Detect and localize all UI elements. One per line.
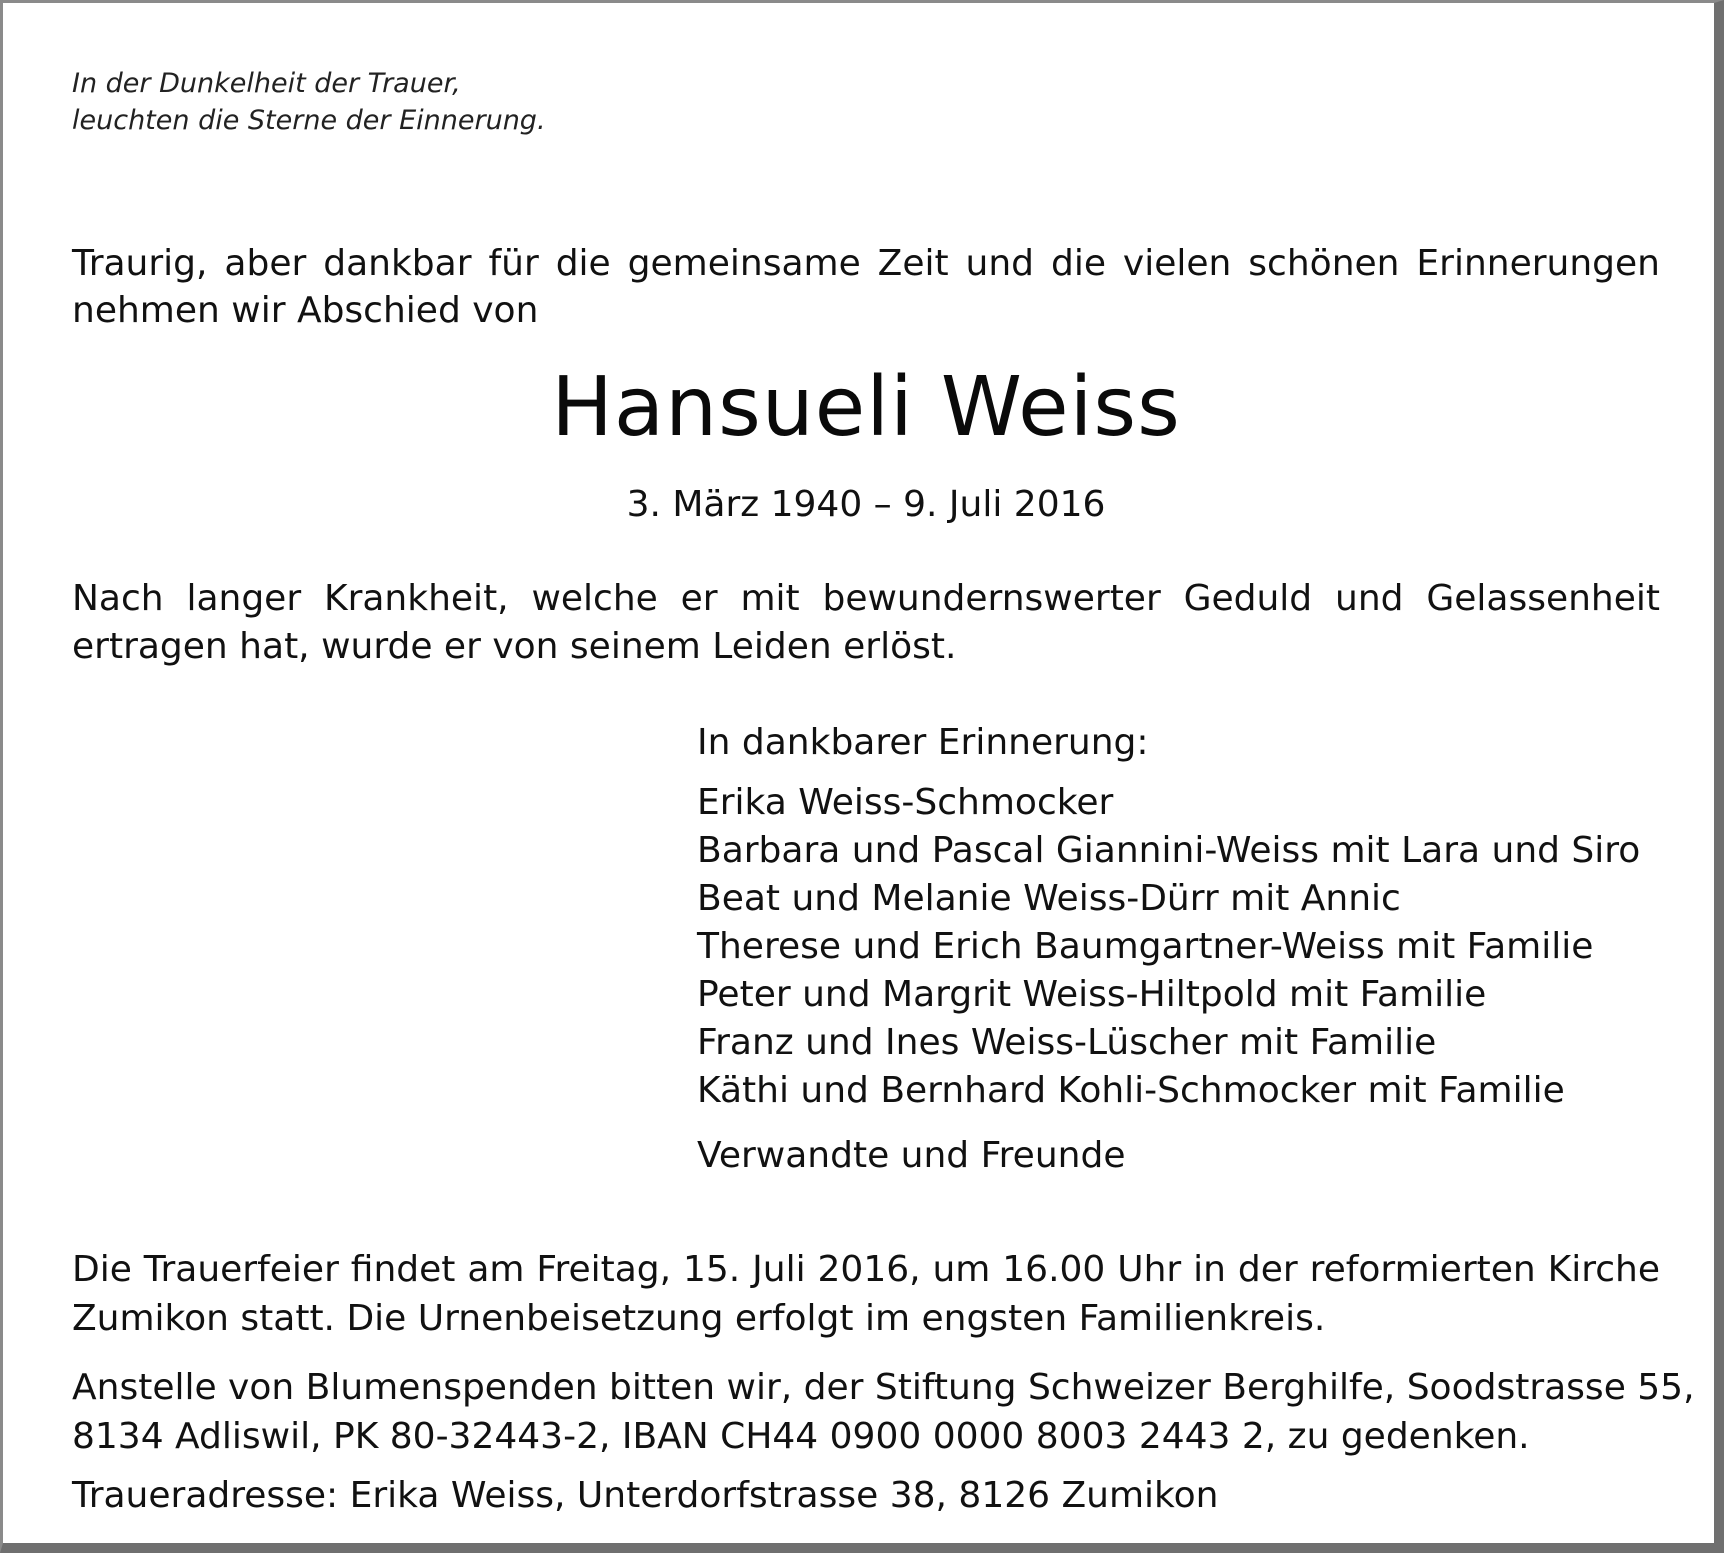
motto-quote bbox=[72, 65, 546, 139]
mourners-footer: Verwandte und Freunde bbox=[697, 1135, 1126, 1176]
service-info bbox=[72, 1235, 1695, 1520]
donation-line-2: 8134 Adliswil, PK 80-32443-2, IBAN CH44 0900 0000 8003 2443 2, zu gedenken. bbox=[72, 1416, 1530, 1457]
mourners-heading: In dankbarer Erinnerung: bbox=[697, 722, 1149, 763]
illness-line-2: ertragen hat, wurde er von seinem Leiden erlöst. bbox=[72, 626, 957, 667]
illness-paragraph bbox=[72, 575, 1660, 671]
donation-line-1: Anstelle von Blumenspenden bitten wir, der Stiftung Schweizer Berghilfe, Soodstrasse 55, bbox=[72, 1367, 1695, 1408]
mourner-name: Franz und Ines Weiss-Lüscher mit Familie bbox=[697, 1022, 1437, 1063]
mourner-name: Barbara und Pascal Giannini-Weiss mit Lara und Siro bbox=[697, 830, 1641, 871]
ceremony-line-1: Die Trauerfeier findet am Freitag, 15. Juli 2016, um 16.00 Uhr in der reformierten Kirche bbox=[72, 1249, 1660, 1290]
mourners-list bbox=[697, 779, 1640, 1115]
intro-line-2: nehmen wir Abschied von bbox=[72, 290, 539, 331]
spacer bbox=[72, 1461, 1660, 1471]
illness-line-1: Nach langer Krankheit, welche er mit bewundernswerter Geduld und Gelassenheit bbox=[72, 578, 1660, 619]
mourner-name: Beat und Melanie Weiss-Dürr mit Annic bbox=[697, 878, 1401, 919]
mourner-name: Käthi und Bernhard Kohli-Schmocker mit Familie bbox=[697, 1070, 1565, 1111]
mourning-address: Traueradresse: Erika Weiss, Unterdorfstrasse 38, 8126 Zumikon bbox=[72, 1475, 1219, 1516]
intro-line-1: Traurig, aber dankbar für die gemeinsame Zeit und die vielen schönen Erinnerungen bbox=[72, 243, 1660, 284]
deceased-name: Hansueli Weiss bbox=[551, 360, 1181, 455]
mourner-name: Peter und Margrit Weiss-Hiltpold mit Familie bbox=[697, 974, 1487, 1015]
mourners-block bbox=[697, 719, 1640, 1180]
obituary-content bbox=[72, 3, 1695, 1543]
motto-line-2: leuchten die Sterne der Einnerung. bbox=[72, 105, 546, 136]
ceremony-line-2: Zumikon statt. Die Urnenbeisetzung erfolgt im engsten Familienkreis. bbox=[72, 1298, 1326, 1339]
life-dates: 3. März 1940 – 9. Juli 2016 bbox=[626, 484, 1106, 525]
motto-line-1: In der Dunkelheit der Trauer, bbox=[72, 68, 461, 99]
mourner-name: Erika Weiss-Schmocker bbox=[697, 782, 1114, 823]
spacer bbox=[72, 1353, 1660, 1363]
mourner-name: Therese und Erich Baumgartner-Weiss mit Familie bbox=[697, 926, 1594, 967]
intro-paragraph bbox=[72, 240, 1660, 334]
